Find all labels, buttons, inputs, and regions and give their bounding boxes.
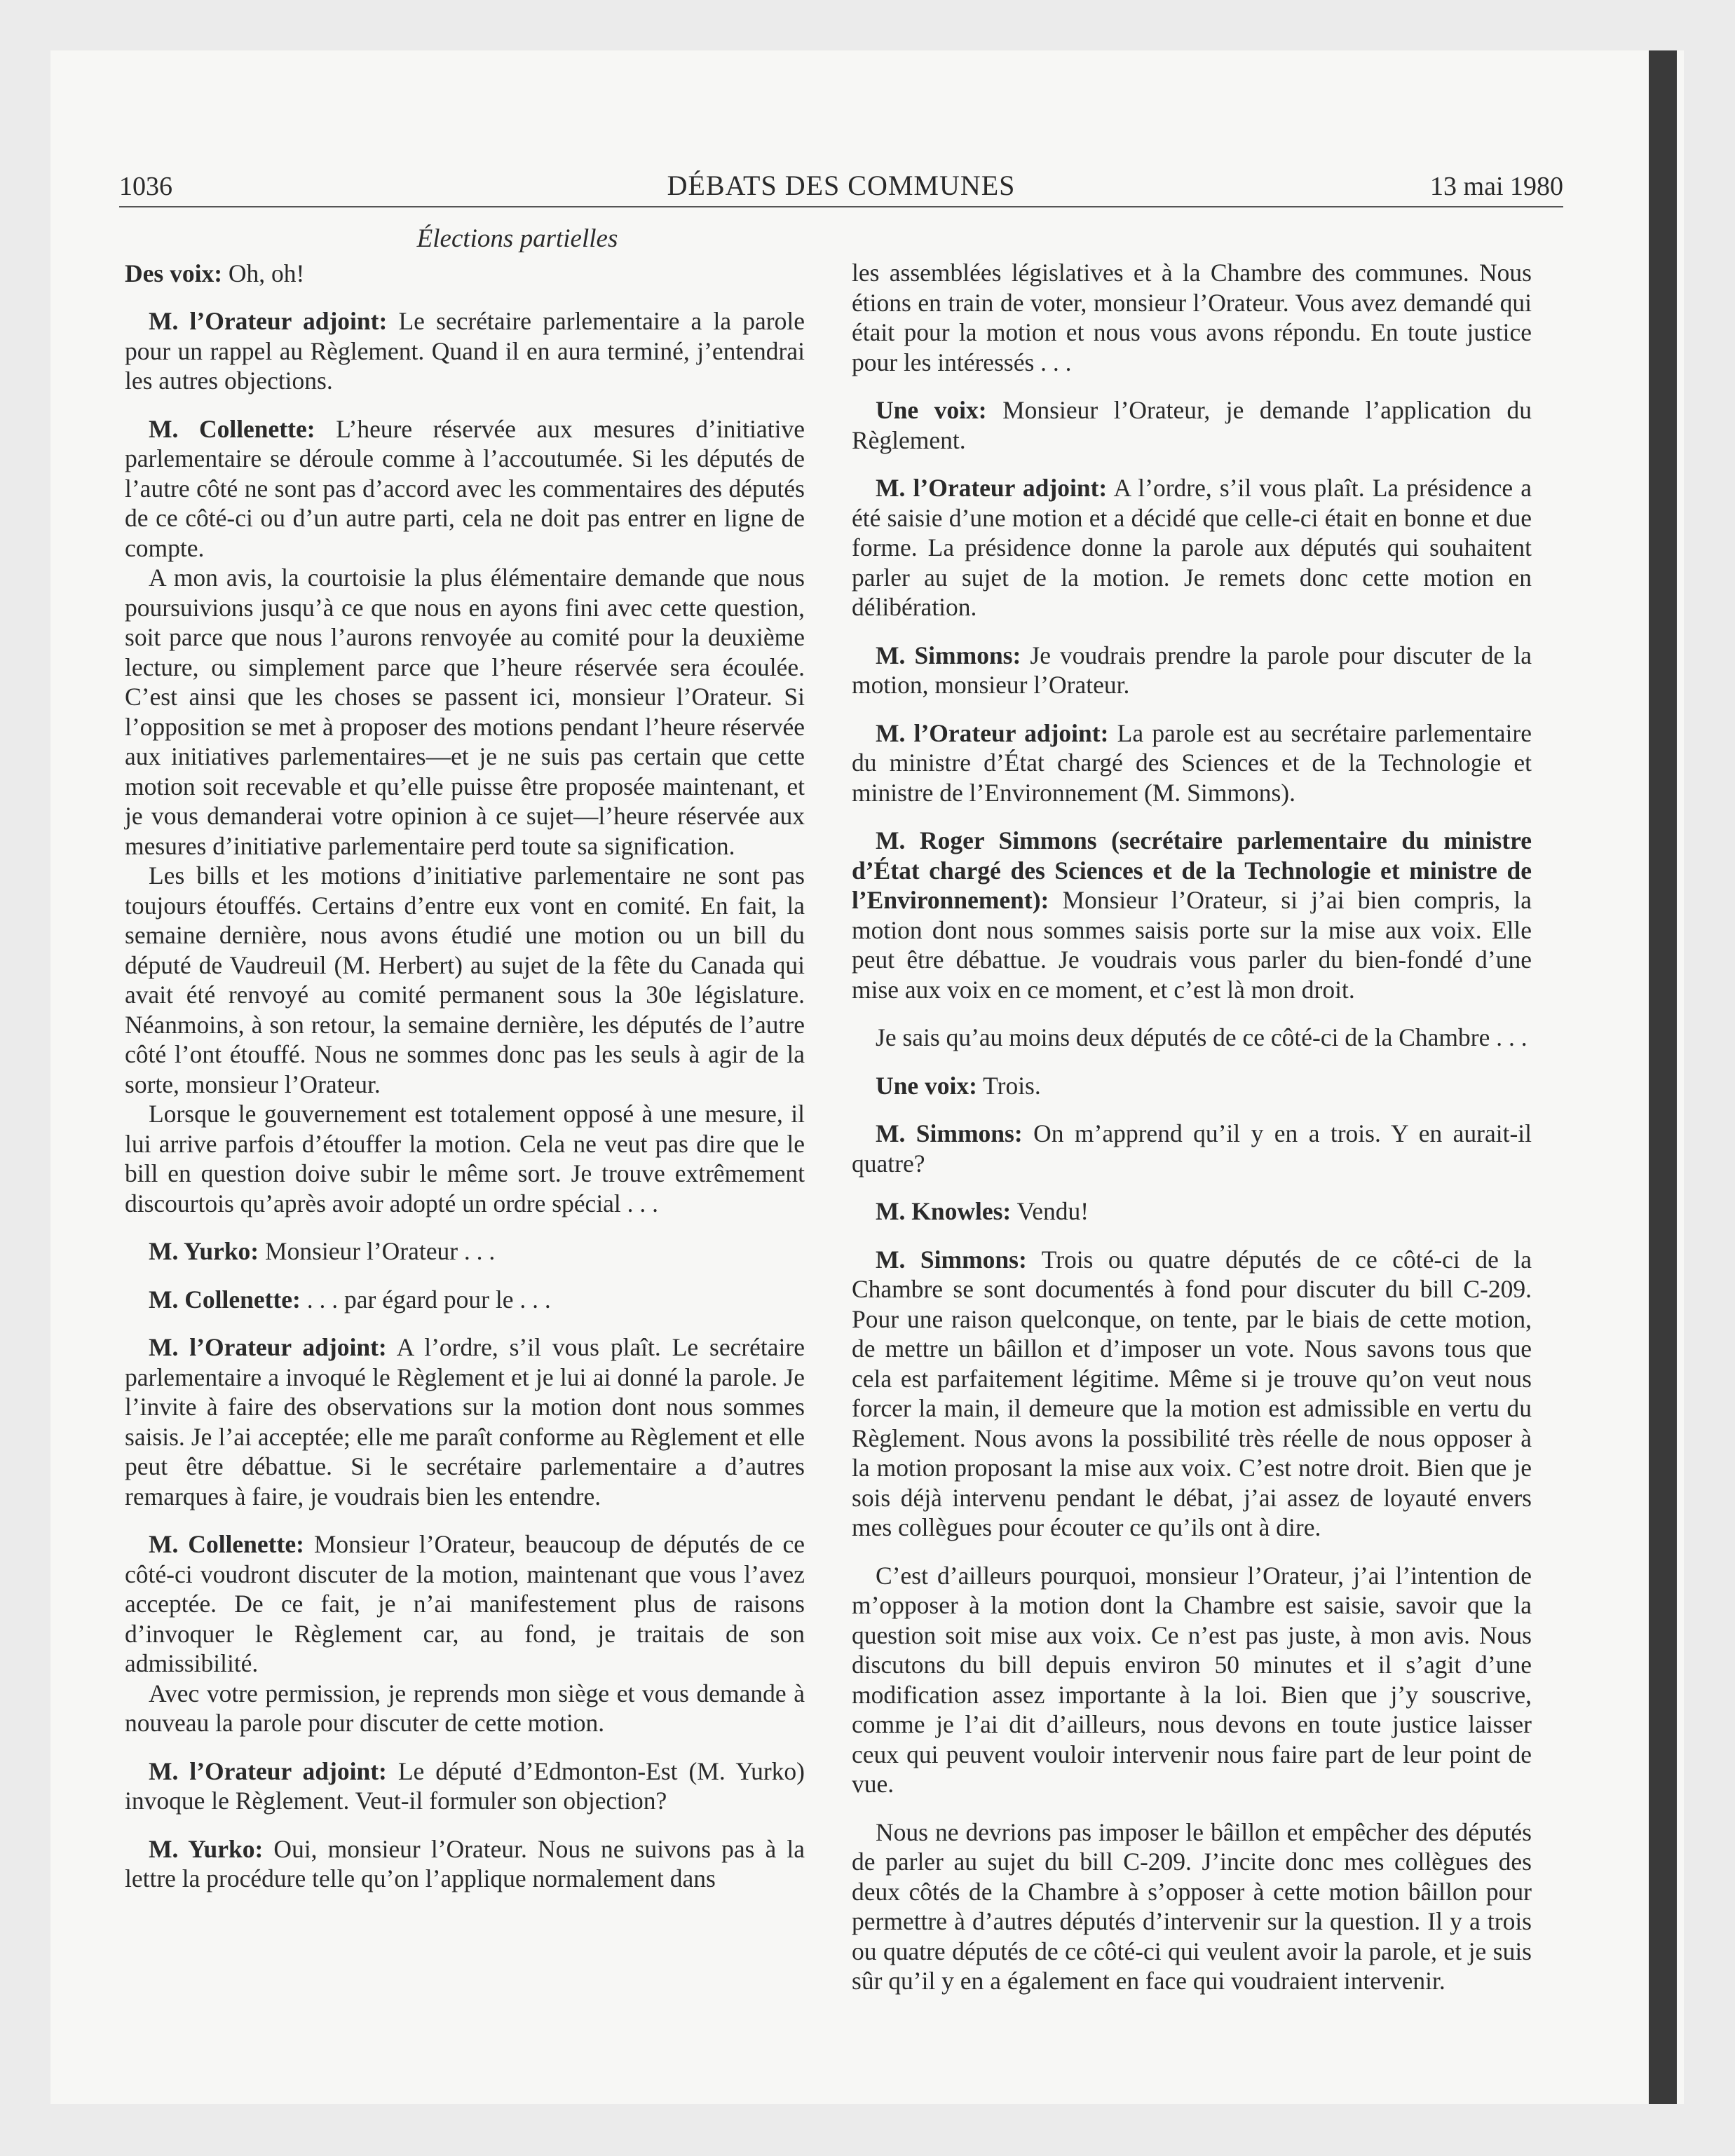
- speaker-name: M. Collenette:: [149, 414, 315, 443]
- speech-text: Monsieur l’Orateur . . .: [259, 1237, 496, 1265]
- right-column: [852, 258, 1532, 1996]
- section-title: Élections partielles: [416, 224, 618, 253]
- speech-paragraph: [852, 826, 1532, 1004]
- speaker-name: M. l’Orateur adjoint:: [876, 718, 1109, 747]
- speech-text: C’est d’ailleurs pourquoi, monsieur l’Orateur, j’ai l’intention de m’opposer à la motion dont la Chambre est saisie, savoir que la question soit mise aux voix. Ce n’est pas juste, à mon avis. Nous discutons du bill depuis environ 50 minutes et il s’agit d’une modification assez importante à la loi. Bien que j’y souscrive, comme je l’ai dit d’ailleurs, nous devons en toute justice laisser ceux qui peuvent vouloir intervenir nous faire part de leur point de vue.: [852, 1561, 1532, 1798]
- page-date: 13 mai 1980: [1430, 172, 1563, 201]
- publication-title: DÉBATS DES COMMUNES: [667, 170, 1016, 201]
- page-header: [119, 170, 1563, 207]
- speaker-name: M. Collenette:: [149, 1530, 304, 1558]
- speech-paragraph: [125, 306, 805, 396]
- speaker-name: M. l’Orateur adjoint:: [149, 307, 388, 335]
- speaker-name: M. l’Orateur adjoint:: [149, 1756, 387, 1785]
- speaker-name: Une voix:: [876, 1071, 977, 1100]
- speech-paragraph: [852, 718, 1532, 808]
- speaker-name: Une voix:: [876, 396, 987, 424]
- speech-text: Oui, monsieur l’Orateur. Nous ne suivons pas à la lettre la procédure telle qu’on l’applique normalement dans: [125, 1834, 805, 1892]
- speech-paragraph: [125, 1285, 805, 1315]
- speech-paragraph: [852, 1119, 1532, 1178]
- speaker-name: M. Simmons:: [876, 1245, 1027, 1274]
- speech-text: Trois.: [977, 1071, 1041, 1100]
- speech-text: L’heure réservée aux mesures d’initiative parlementaire se déroule comme à l’accoutumée. Si les députés de l’autre côté ne sont pas d’accord avec les commentaires des députés de ce côté-ci ou d’un autre parti, cela ne doit pas entrer en ligne de compte.: [125, 414, 805, 562]
- speaker-name: Des voix:: [125, 259, 223, 287]
- speech-text: Avec votre permission, je reprends mon siège et vous demande à nouveau la parole pour discuter de cette motion.: [125, 1679, 805, 1737]
- speech-text: . . . par égard pour le . . .: [300, 1285, 551, 1314]
- speech-text: Monsieur l’Orateur, je demande l’application du Règlement.: [852, 396, 1532, 454]
- speaker-name: M. Yurko:: [149, 1834, 264, 1863]
- speech-text: Nous ne devrions pas imposer le bâillon et empêcher des députés de parler au sujet du bill C-209. J’incite donc mes collègues des deux côtés de la Chambre à s’opposer à cette motion bâillon pour permettre à d’autres députés d’intervenir sur la question. Il y a trois ou quatre députés de ce côté-ci qui veulent avoir la parole, et je suis sûr qu’il y en a également en face qui voudraient intervenir.: [852, 1817, 1532, 1995]
- speech-text: Trois ou quatre députés de ce côté-ci de la Chambre se sont documentés à fond pour discuter du bill C-209. Pour une raison quelconque, on tente, par le biais de cette motion, de mettre un bâillon et d’imposer un vote. Nous savons tous que cela est parfaitement légitime. Même si je trouve qu’on veut nous forcer la main, il demeure que la motion est admissible en vertu du Règlement. Nous avons la possibilité très réelle de nous opposer à la motion proposant la mise aux voix. C’est notre droit. Bien que je sois déjà intervenu pendant le débat, j’ai assez de loyauté envers mes collègues pour écouter ce qu’ils ont à dire.: [852, 1245, 1532, 1541]
- speech-text: Oh, oh!: [222, 259, 305, 287]
- speech-paragraph: [125, 1332, 805, 1511]
- speaker-name: M. l’Orateur adjoint:: [149, 1333, 387, 1361]
- speech-text: Le député d’Edmonton-Est (M. Yurko) invoque le Règlement. Veut-il formuler son objection?: [125, 1756, 805, 1815]
- speech-paragraph: [852, 1561, 1532, 1799]
- speech-paragraph: [125, 1099, 805, 1218]
- speech-text: Le secrétaire parlementaire a la parole pour un rappel au Règlement. Quand il en aura terminé, j’entendrai les autres objections.: [125, 307, 805, 395]
- speech-text: On m’apprend qu’il y en a trois. Y en aurait-il quatre?: [852, 1119, 1532, 1178]
- speech-paragraph: [852, 1071, 1532, 1101]
- speech-paragraph: [852, 395, 1532, 455]
- speech-paragraph: [125, 1756, 805, 1816]
- speech-paragraph: [125, 1679, 805, 1738]
- speech-paragraph: [125, 563, 805, 861]
- speech-text: Vendu!: [1011, 1197, 1089, 1225]
- speech-paragraph: [125, 861, 805, 1099]
- speaker-name: M. Collenette:: [149, 1285, 301, 1314]
- speaker-name: M. Simmons:: [876, 1119, 1023, 1147]
- page-number: 1036: [119, 172, 172, 201]
- speech-text: Je sais qu’au moins deux députés de ce côté-ci de la Chambre . . .: [876, 1023, 1528, 1051]
- speech-paragraph: [125, 1529, 805, 1679]
- speech-paragraph: [852, 1817, 1532, 1996]
- speech-text: Lorsque le gouvernement est totalement opposé à une mesure, il lui arrive parfois d’étouffer la motion. Cela ne veut pas dire que le bill en question doive subir le même sort. Je trouve extrêmement discourtois qu’après avoir adopté un ordre spécial . . .: [125, 1100, 805, 1217]
- speech-paragraph: [125, 414, 805, 564]
- speech-paragraph: [125, 259, 805, 289]
- speech-paragraph: [852, 1023, 1532, 1053]
- speech-paragraph: [852, 1196, 1532, 1227]
- scan-edge-bar: [1649, 50, 1677, 2104]
- speech-paragraph: [125, 1236, 805, 1267]
- speech-paragraph: [125, 1834, 805, 1894]
- speech-paragraph: [852, 641, 1532, 700]
- speaker-name: M. Knowles:: [876, 1197, 1012, 1225]
- speech-paragraph: [852, 473, 1532, 622]
- speech-text: Les bills et les motions d’initiative parlementaire ne sont pas toujours étouffés. Certains d’entre eux vont en comité. En fait, la semaine dernière, nous avons étudié une motion ou un bill du député de Vaudreuil (M. Herbert) au sujet de la fête du Canada qui avait été renvoyé au comité permanent sous la 30e législature. Néanmoins, à son retour, la semaine dernière, les députés de l’autre côté l’ont étouffé. Nous ne sommes donc pas les seuls à agir de la sorte, monsieur l’Orateur.: [125, 861, 805, 1098]
- speech-paragraph: [852, 1245, 1532, 1543]
- speaker-name: M. Simmons:: [876, 641, 1021, 669]
- speaker-name: M. Roger Simmons (secrétaire parlementaire du ministre d’État chargé des Sciences et de la Technologie et ministre de l’Environnement):: [852, 826, 1532, 914]
- speech-text: Je voudrais prendre la parole pour discuter de la motion, monsieur l’Orateur.: [852, 641, 1532, 699]
- speech-text: A l’ordre, s’il vous plaît. Le secrétaire parlementaire a invoqué le Règlement et je lui ai donné la parole. Je l’invite à faire des observations sur la motion dont nous sommes saisis. Je l’ai acceptée; elle me paraît conforme au Règlement et elle peut être débattue. Si le secrétaire parlementaire a d’autres remarques à faire, je voudrais bien les entendre.: [125, 1333, 805, 1510]
- speech-text: les assemblées législatives et à la Chambre des communes. Nous étions en train de voter, monsieur l’Orateur. Vous avez demandé qui était pour la motion et nous vous avons répondu. En toute justice pour les intéressés . . .: [852, 259, 1532, 376]
- speaker-name: M. l’Orateur adjoint:: [876, 474, 1108, 502]
- speech-text: A l’ordre, s’il vous plaît. La présidence a été saisie d’une motion et a décidé que celle-ci était en bonne et due forme. La présidence donne la parole aux députés qui souhaitent parler au sujet de la motion. Je remets donc cette motion en délibération.: [852, 474, 1532, 621]
- speech-text: Monsieur l’Orateur, si j’ai bien compris, la motion dont nous sommes saisis porte sur la mise aux voix. Elle peut être débattue. Je voudrais vous parler du bien-fondé d’une mise aux voix en ce moment, et c’est là mon droit.: [852, 886, 1532, 1004]
- speaker-name: M. Yurko:: [149, 1237, 259, 1265]
- speech-paragraph: [852, 258, 1532, 377]
- left-column: [125, 224, 805, 1894]
- speech-text: Monsieur l’Orateur, beaucoup de députés de ce côté-ci voudront discuter de la motion, maintenant que vous l’avez acceptée. De ce fait, je n’ai manifestement plus de raisons d’invoquer le Règlement car, au fond, je traitais de son admissibilité.: [125, 1530, 805, 1677]
- speech-text: A mon avis, la courtoisie la plus élémentaire demande que nous poursuivions jusqu’à ce que nous en ayons fini avec cette question, soit parce que nous l’aurons renvoyée au comité pour la deuxième lecture, ou simplement parce que l’heure réservée sera écoulée. C’est ainsi que les choses se passent ici, monsieur l’Orateur. Si l’opposition se met à proposer des motions pendant l’heure réservée aux initiatives parlementaires—et je ne suis pas certain que cette motion soit recevable et qu’elle puisse être proposée maintenant, et je vous demanderai votre opinion à ce sujet—l’heure réservée aux mesures d’initiative parlementaire perd toute sa signification.: [125, 564, 805, 860]
- speech-text: La parole est au secrétaire parlementaire du ministre d’État chargé des Sciences et de la Technologie et ministre de l’Environnement (M. Simmons).: [852, 718, 1532, 807]
